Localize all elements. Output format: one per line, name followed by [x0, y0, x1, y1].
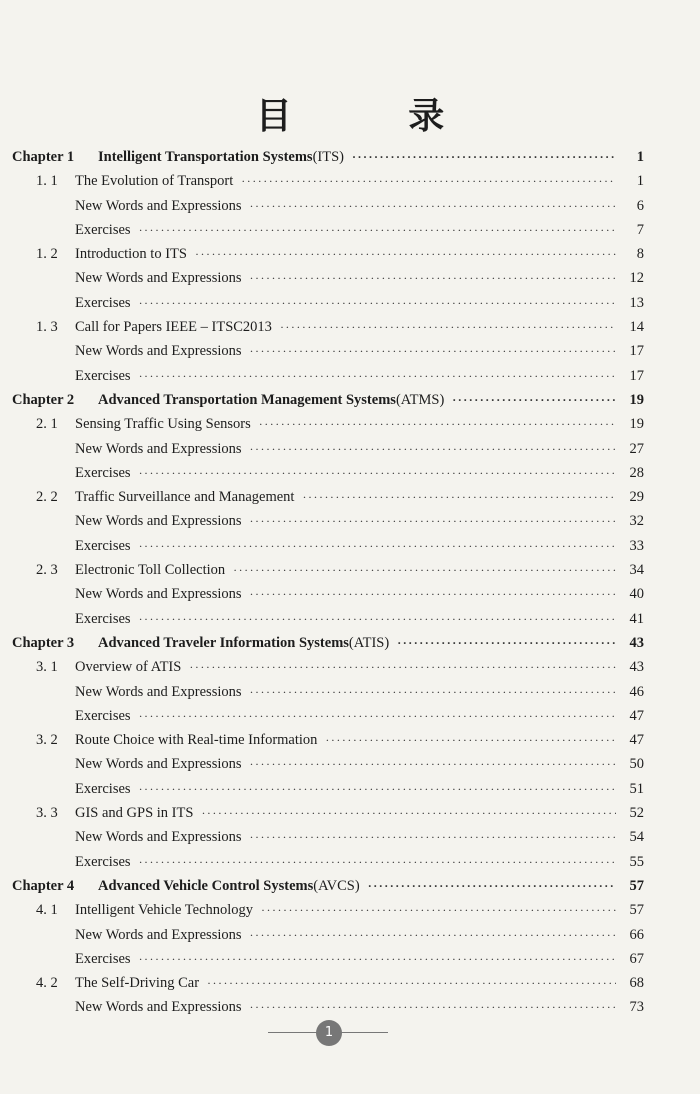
toc-entry-title-text: New Words and Expressions — [75, 829, 242, 846]
toc-entry-number: 4. 1 — [36, 902, 58, 919]
toc-entry-page: 47 — [629, 732, 644, 749]
toc-leader-dots — [207, 971, 616, 995]
toc-entry-title — [75, 704, 139, 728]
toc-entry-page: 57 — [629, 902, 644, 919]
toc-entry-title — [75, 655, 189, 679]
toc-entry-title — [75, 947, 139, 971]
toc-entry-section[interactable] — [0, 728, 700, 752]
toc-leader-dots — [368, 874, 616, 898]
toc-entry-title — [75, 898, 261, 922]
toc-entry-title-text: Exercises — [75, 853, 131, 870]
toc-entry-sub[interactable] — [0, 777, 700, 801]
toc-leader-dots — [280, 315, 616, 339]
toc-entry-title-text: Intelligent Vehicle Technology — [75, 902, 254, 919]
toc-entry-page: 28 — [629, 464, 644, 481]
toc-leader-dots — [261, 898, 616, 922]
toc-entry-page: 12 — [629, 270, 644, 287]
toc-entry-number: 2. 3 — [36, 562, 58, 579]
toc-entry-page: 50 — [629, 756, 644, 773]
toc-entry-number: 3. 1 — [36, 659, 58, 676]
toc-entry-title-text: Exercises — [75, 780, 131, 797]
toc-leader-dots — [259, 412, 616, 436]
toc-entry-title — [75, 582, 250, 606]
toc-entry-section[interactable] — [0, 558, 700, 582]
toc-entry-page: 17 — [629, 343, 644, 360]
toc-entry-number: 3. 3 — [36, 805, 58, 822]
toc-leader-dots — [139, 291, 616, 315]
toc-entry-title-text: Exercises — [75, 294, 131, 311]
toc-entry-page: 67 — [629, 950, 644, 967]
toc-entry-title — [75, 971, 207, 995]
toc-entry-abbreviation: (ITS) — [312, 149, 344, 165]
toc-entry-page: 40 — [629, 586, 644, 603]
toc-entry-section[interactable] — [0, 242, 700, 266]
toc-entry-title — [75, 850, 139, 874]
toc-entry-title — [75, 266, 250, 290]
toc-entry-section[interactable] — [0, 655, 700, 679]
toc-entry-title — [98, 874, 368, 898]
toc-entry-abbreviation: (ATMS) — [395, 391, 445, 408]
toc-entry-section[interactable] — [0, 169, 700, 193]
toc-entry-title — [75, 777, 139, 801]
toc-entry-title-text: Exercises — [75, 537, 131, 554]
toc-entry-page: 6 — [636, 197, 644, 214]
toc-entry-section[interactable] — [0, 971, 700, 995]
toc-entry-page: 43 — [629, 659, 644, 676]
toc-entry-number: 4. 2 — [36, 975, 58, 992]
toc-leader-dots — [189, 655, 616, 679]
toc-entry-title — [75, 315, 280, 339]
toc-entry-sub[interactable] — [0, 947, 700, 971]
toc-entry-title-text: Exercises — [75, 610, 131, 627]
toc-entry-title-text: Exercises — [75, 367, 131, 384]
toc-entry-title-text: New Words and Expressions — [75, 586, 242, 603]
toc-entry-title-text: New Words and Expressions — [75, 683, 242, 700]
toc-entry-page: 7 — [636, 221, 644, 238]
toc-entry-number: Chapter 1 — [12, 149, 75, 165]
toc-entry-title — [75, 242, 195, 266]
toc-leader-dots — [302, 485, 616, 509]
toc-entry-sub[interactable] — [0, 680, 700, 704]
toc-entry-page: 66 — [629, 926, 644, 943]
toc-entry-page: 8 — [636, 246, 644, 263]
toc-leader-dots — [233, 558, 616, 582]
toc-entry-chapter[interactable] — [0, 631, 700, 655]
toc-leader-dots — [397, 631, 616, 655]
toc-entry-sub[interactable] — [0, 194, 700, 218]
toc-entry-title — [75, 291, 139, 315]
toc-entry-title-text: Exercises — [75, 707, 131, 724]
toc-entry-title — [98, 631, 397, 655]
toc-entry-title-text: The Self-Driving Car — [75, 975, 200, 992]
toc-entry-sub[interactable] — [0, 266, 700, 290]
toc-entry-title — [75, 485, 302, 509]
toc-entry-sub[interactable] — [0, 607, 700, 631]
toc-entry-title-text: Advanced Traveler Information Systems — [98, 634, 349, 651]
toc-entry-sub[interactable] — [0, 995, 700, 1019]
toc-leader-dots — [139, 777, 616, 801]
toc-leader-dots — [250, 825, 616, 849]
toc-entry-number: Chapter 2 — [12, 391, 75, 408]
toc-entry-chapter[interactable] — [0, 874, 700, 898]
toc-entry-page: 47 — [629, 707, 644, 724]
toc-entry-title-text: Advanced Vehicle Control Systems — [98, 877, 314, 894]
toc-leader-dots — [250, 194, 616, 218]
toc-entry-section[interactable] — [0, 315, 700, 339]
toc-entry-page: 57 — [629, 877, 644, 894]
toc-entry-title — [75, 558, 233, 582]
toc-entry-title — [75, 825, 250, 849]
toc-leader-dots — [250, 923, 616, 947]
toc-entry-page: 19 — [629, 391, 644, 408]
toc-leader-dots — [325, 728, 616, 752]
toc-entry-page: 46 — [629, 683, 644, 700]
toc-leader-dots — [250, 995, 616, 1019]
toc-entry-title-text: New Words and Expressions — [75, 343, 242, 360]
toc-entry-sub[interactable] — [0, 582, 700, 606]
toc-entry-title-text: Exercises — [75, 464, 131, 481]
toc-entry-sub[interactable] — [0, 752, 700, 776]
toc-leader-dots — [452, 388, 616, 412]
toc-entry-title-text: New Words and Expressions — [75, 756, 242, 773]
toc-entry-title — [75, 534, 139, 558]
toc-entry-title-text: The Evolution of Transport — [75, 173, 234, 190]
toc-leader-dots — [250, 752, 616, 776]
toc-entry-sub[interactable] — [0, 923, 700, 947]
toc-entry-page: 1 — [636, 149, 644, 165]
toc-entry-number: 2. 1 — [36, 416, 58, 433]
toc-entry-title — [75, 461, 139, 485]
toc-entry-title — [75, 728, 325, 752]
toc-entry-title-text: Call for Papers IEEE – ITSC2013 — [75, 319, 272, 336]
toc-entry-abbreviation: (AVCS) — [313, 877, 360, 894]
toc-entry-title-text: Overview of ATIS — [75, 659, 182, 676]
toc-entry-sub[interactable] — [0, 850, 700, 874]
toc-entry-sub[interactable] — [0, 218, 700, 242]
toc-entry-page: 54 — [629, 829, 644, 846]
toc-entry-number: 1. 2 — [36, 246, 58, 263]
toc-entry-page: 43 — [629, 634, 644, 651]
toc-entry-page: 41 — [629, 610, 644, 627]
page-footer — [0, 1018, 700, 1048]
toc-entry-sub[interactable] — [0, 461, 700, 485]
toc-entry-title — [75, 412, 259, 436]
toc-entry-number: 3. 2 — [36, 732, 58, 749]
toc-entry-title-text: Traffic Surveillance and Management — [75, 489, 295, 506]
toc-entry-title-text: GIS and GPS in ITS — [75, 805, 194, 822]
toc-entry-section[interactable] — [0, 801, 700, 825]
toc-leader-dots — [139, 607, 616, 631]
table-of-contents — [0, 145, 700, 1020]
toc-entry-page: 14 — [629, 319, 644, 336]
toc-entry-title-text: New Words and Expressions — [75, 197, 242, 214]
toc-entry-page: 32 — [629, 513, 644, 530]
toc-entry-section[interactable] — [0, 485, 700, 509]
toc-entry-page: 52 — [629, 805, 644, 822]
toc-entry-title — [98, 145, 352, 169]
toc-entry-title-text: New Words and Expressions — [75, 270, 242, 287]
toc-entry-title — [75, 437, 250, 461]
toc-entry-number: 1. 3 — [36, 319, 58, 336]
toc-entry-chapter[interactable] — [0, 388, 700, 412]
toc-entry-title — [98, 388, 452, 412]
toc-entry-sub[interactable] — [0, 364, 700, 388]
toc-entry-title — [75, 752, 250, 776]
toc-entry-sub[interactable] — [0, 534, 700, 558]
toc-entry-sub[interactable] — [0, 437, 700, 461]
toc-leader-dots — [352, 145, 616, 169]
toc-entry-title — [75, 509, 250, 533]
toc-leader-dots — [139, 461, 616, 485]
toc-entry-number: 1. 1 — [36, 173, 58, 190]
toc-entry-title — [75, 680, 250, 704]
toc-entry-page: 1 — [636, 173, 644, 190]
toc-leader-dots — [250, 266, 616, 290]
toc-entry-title — [75, 801, 201, 825]
toc-entry-page: 27 — [629, 440, 644, 457]
toc-entry-title-text: Introduction to ITS — [75, 246, 187, 263]
toc-entry-chapter[interactable] — [0, 145, 700, 169]
toc-entry-title-text: Intelligent Transportation Systems — [98, 149, 313, 165]
toc-entry-page: 29 — [629, 489, 644, 506]
toc-entry-abbreviation: (ATIS) — [348, 634, 390, 651]
toc-entry-title — [75, 218, 139, 242]
toc-leader-dots — [139, 704, 616, 728]
toc-entry-title-text: New Words and Expressions — [75, 999, 242, 1016]
toc-entry-title — [75, 923, 250, 947]
toc-entry-page: 34 — [629, 562, 644, 579]
toc-entry-sub[interactable] — [0, 825, 700, 849]
toc-entry-number: 2. 2 — [36, 489, 58, 506]
toc-leader-dots — [250, 437, 616, 461]
toc-leader-dots — [139, 218, 616, 242]
toc-entry-page: 73 — [629, 999, 644, 1016]
toc-entry-title — [75, 607, 139, 631]
toc-entry-page: 33 — [629, 537, 644, 554]
toc-leader-dots — [195, 242, 616, 266]
footer-rule-left — [268, 1032, 318, 1033]
toc-leader-dots — [139, 534, 616, 558]
toc-entry-page: 13 — [629, 294, 644, 311]
toc-entry-number: Chapter 4 — [12, 877, 75, 894]
toc-entry-title-text: Sensing Traffic Using Sensors — [75, 416, 251, 433]
toc-leader-dots — [250, 509, 616, 533]
toc-entry-sub[interactable] — [0, 509, 700, 533]
toc-entry-page: 51 — [629, 780, 644, 797]
toc-leader-dots — [250, 680, 616, 704]
toc-entry-title-text: Exercises — [75, 950, 131, 967]
toc-entry-title-text: New Words and Expressions — [75, 440, 242, 457]
toc-entry-section[interactable] — [0, 412, 700, 436]
toc-entry-title — [75, 339, 250, 363]
footer-page-number: 1 — [316, 1020, 342, 1046]
toc-entry-page: 55 — [629, 853, 644, 870]
toc-entry-title-text: New Words and Expressions — [75, 513, 242, 530]
toc-entry-title — [75, 194, 250, 218]
toc-leader-dots — [241, 169, 616, 193]
toc-entry-title — [75, 995, 250, 1019]
toc-entry-title-text: New Words and Expressions — [75, 926, 242, 943]
toc-entry-number: Chapter 3 — [12, 634, 75, 651]
toc-entry-page: 19 — [629, 416, 644, 433]
toc-entry-title-text: Electronic Toll Collection — [75, 562, 226, 579]
toc-leader-dots — [250, 339, 616, 363]
toc-leader-dots — [201, 801, 616, 825]
toc-entry-sub[interactable] — [0, 339, 700, 363]
toc-entry-page: 17 — [629, 367, 644, 384]
toc-entry-title — [75, 364, 139, 388]
toc-entry-title-text: Route Choice with Real-time Information — [75, 732, 318, 749]
toc-leader-dots — [139, 947, 616, 971]
page-title: 目 录 — [255, 96, 497, 137]
toc-entry-section[interactable] — [0, 898, 700, 922]
toc-entry-title-text: Exercises — [75, 221, 131, 238]
toc-leader-dots — [250, 582, 616, 606]
toc-entry-sub[interactable] — [0, 291, 700, 315]
toc-entry-page: 68 — [629, 975, 644, 992]
toc-leader-dots — [139, 364, 616, 388]
toc-entry-title-text: Advanced Transportation Management Systems — [98, 391, 396, 408]
toc-entry-title — [75, 169, 241, 193]
toc-entry-sub[interactable] — [0, 704, 700, 728]
footer-rule-right — [340, 1032, 388, 1033]
toc-leader-dots — [139, 850, 616, 874]
